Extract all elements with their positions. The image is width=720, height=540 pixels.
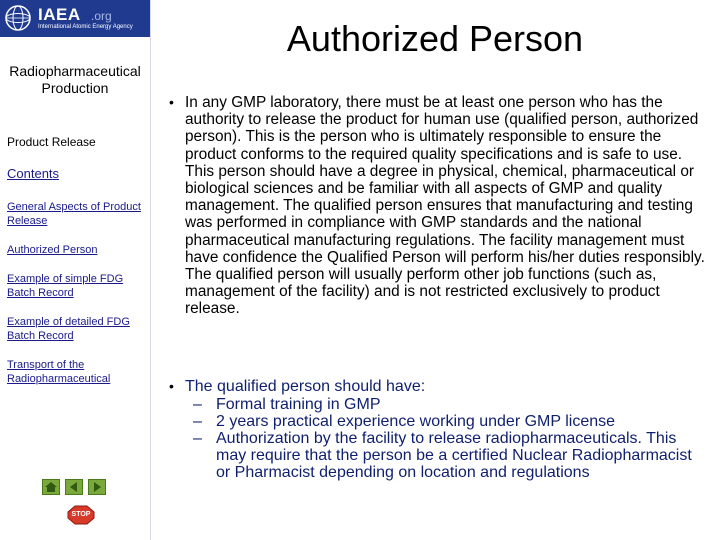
bullet-2-lead: The qualified person should have: — [185, 378, 426, 395]
iaea-logo[interactable] — [0, 0, 150, 37]
sidebar-item-detailed-fdg[interactable]: Example of detailed FDG Batch Record — [7, 316, 130, 342]
sub-bullet-item — [185, 413, 705, 430]
stop-label: STOP — [71, 511, 91, 518]
stop-button[interactable] — [67, 505, 95, 525]
globe-icon — [3, 3, 33, 33]
logo-subtitle: International Atomic Energy Agency — [38, 24, 133, 30]
sub-bullet-item — [185, 430, 705, 481]
sub-bullet-list — [185, 396, 705, 481]
sub-bullet-text: Formal training in GMP — [216, 396, 381, 413]
sub-bullet-item — [185, 396, 705, 413]
previous-button[interactable] — [65, 479, 83, 495]
sidebar — [0, 0, 150, 540]
section-title: Radiopharmaceutical Production — [9, 63, 141, 96]
sub-bullet-text: Authorization by the facility to release radiopharmaceuticals. This may require that the person be a certified Nuclear Radiopharmacist or Pharmacist depending on location and regulations — [216, 430, 692, 481]
nav-buttons — [42, 479, 112, 497]
bullet-marker: • — [169, 378, 174, 394]
sub-bullet-text: 2 years practical experience working under GMP license — [216, 413, 616, 430]
arrow-right-icon — [89, 480, 105, 494]
product-release-heading: Product Release — [7, 135, 96, 149]
bullet-marker: • — [169, 94, 174, 110]
dash-marker: – — [193, 430, 202, 447]
bullet-1-text: In any GMP laboratory, there must be at least one person who has the authority to release the product for human use (qualified person, authorized person). This is the person who is ultimately responsible to ensure the product conforms to the required quality specifications and is safe to use. This person should have a degree in physical, chemical, pharmaceutical or biological sciences and be familiar with all aspects of GMP and quality management. The qualified person ensures that manufacturing and testing was performed in compliance with GMP standards and the national pharmaceutical manufacturing regulations. The facility management must have confidence the Qualified Person will perform his/her duties responsibly. The qualified person will usually perform other job functions (such as, management of the facility) and is not restricted exclusively to product release. — [185, 94, 705, 318]
sidebar-item-simple-fdg[interactable]: Example of simple FDG Batch Record — [7, 273, 124, 299]
dash-marker: – — [193, 413, 202, 430]
sidebar-item-general-aspects[interactable]: General Aspects of Product Release — [7, 201, 141, 227]
next-button[interactable] — [88, 479, 106, 495]
sidebar-item-contents[interactable]: Contents — [7, 166, 60, 181]
home-icon — [43, 480, 59, 494]
bullet-2-content — [185, 378, 705, 481]
sidebar-item-transport[interactable]: Transport of the Radiopharmaceutical — [7, 359, 111, 385]
arrow-left-icon — [66, 480, 82, 494]
logo-name: IAEA — [38, 5, 81, 24]
slide-title: Authorized Person — [286, 18, 584, 59]
home-button[interactable] — [42, 479, 60, 495]
sidebar-item-authorized-person[interactable]: Authorized Person — [7, 244, 98, 256]
dash-marker: – — [193, 396, 202, 413]
logo-domain-suffix: .org — [91, 9, 112, 23]
sidebar-divider — [150, 0, 151, 540]
